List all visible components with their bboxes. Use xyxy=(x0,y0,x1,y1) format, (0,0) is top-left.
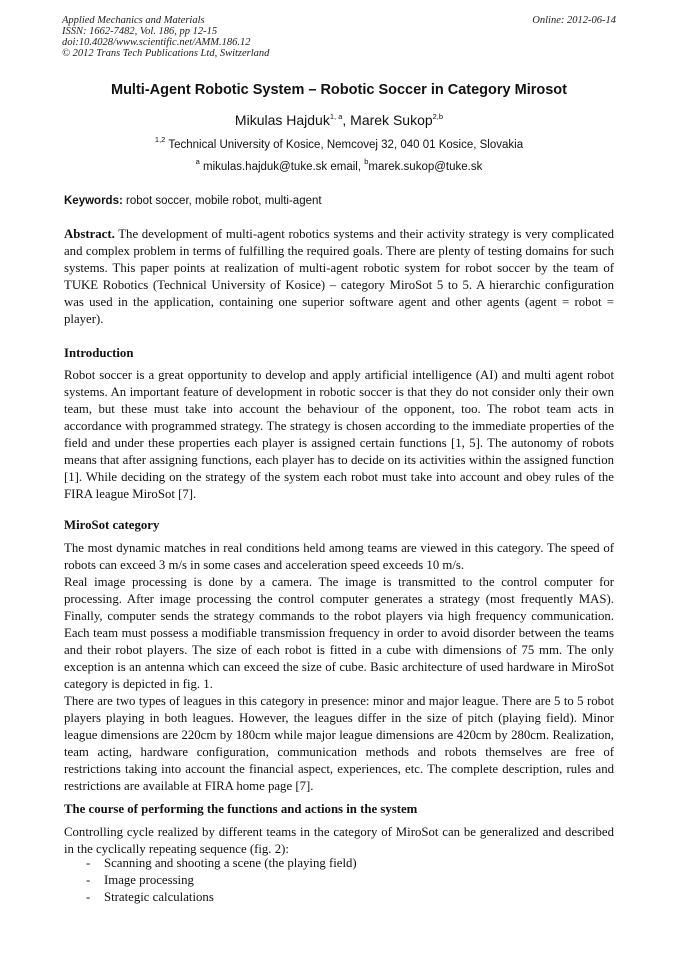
journal-header xyxy=(62,15,616,59)
mirosot-paragraph-3: There are two types of leagues in this category in presence: minor and major league. There are 5 to 5 robot players playing in both leagues. However, the leagues differ in the size of pitch (playing field). Minor league dimensions are 220cm by 180cm while major league dimensions are 420cm by 280cm. Realization, team acting, hardware configuration, communication methods and robots themselves are free of restrictions taking into account the financial aspect, experiences, etc. The complete description, rules and restrictions are available at FIRA home page [7]. xyxy=(64,694,614,793)
affiliation-text: Technical University of Kosice, Nemcovej 32, 040 01 Kosice, Slovakia xyxy=(165,139,524,151)
list-bullet: - xyxy=(86,873,91,887)
list-item-text: Scanning and shooting a scene (the playing field) xyxy=(104,856,357,870)
author-2-sup: 2,b xyxy=(432,112,444,121)
mirosot-heading: MiroSot category xyxy=(64,518,160,532)
author-separator: , xyxy=(342,112,351,128)
list-item-text: Image processing xyxy=(104,873,194,887)
course-heading: The course of performing the functions and actions in the system xyxy=(64,802,418,816)
list-bullet: - xyxy=(86,856,91,870)
copyright-line: © 2012 Trans Tech Publications Ltd, Switzerland xyxy=(62,48,270,59)
course-body xyxy=(64,824,614,858)
abstract-label: Abstract. xyxy=(64,227,115,241)
author-1-sup: 1, a xyxy=(329,112,343,121)
keywords-text: robot soccer, mobile robot, multi-agent xyxy=(122,195,322,207)
list-item xyxy=(86,872,357,889)
introduction-body xyxy=(64,367,614,503)
mirosot-paragraph-1: The most dynamic matches in real conditions held among teams are viewed in this category. The speed of robots can exceed 3 m/s in some cases and acceleration speed exceeds 10 m/s. xyxy=(64,541,614,572)
affiliation-sup: 1,2 xyxy=(154,135,166,144)
course-text: Controlling cycle realized by different teams in the category of MiroSot can be generalized and described in the cyclically repeating sequence (fig. 2): xyxy=(64,825,614,856)
mirosot-paragraph-2: Real image processing is done by a camera. The image is transmitted to the control computer for processing. After image processing the control computer generates a strategy (most frequently MAS). Finally, computer sends the strategy commands to the robot players via high frequency communication. Each team must possess a modifiable transmission frequency in order to avoid disorder between the teams and their robot players. The size of each robot is fitted in a cube with dimensions of 75 mm. The only exception is an antenna which can exceed the size of cube. Basic architecture of used hardware in MiroSot category is depicted in fig. 1. xyxy=(64,575,614,691)
email-line xyxy=(0,157,678,173)
mirosot-body xyxy=(64,540,614,795)
paper-title: Multi-Agent Robotic System – Robotic Soccer in Category Mirosot xyxy=(111,82,567,98)
list-bullet: - xyxy=(86,890,91,904)
author-2-name: Marek Sukop xyxy=(350,112,433,128)
affiliation xyxy=(0,135,678,151)
course-list xyxy=(86,855,357,906)
abstract-text: The development of multi-agent robotics systems and their activity strategy is very complicated and complex problem in terms of fulfilling the required goals. There are plenty of testing domains for such systems. This paper points at realization of multi-agent robotic system for robot soccer by the team of TUKE Robotics (Technical University of Kosice) – category MiroSot 5 to 5. A hierarchic configuration was used in the application, containing one superior software agent and other agents (agent = robot = player). xyxy=(64,227,614,326)
journal-name: Applied Mechanics and Materials xyxy=(62,15,205,26)
list-item-text: Strategic calculations xyxy=(104,890,214,904)
issn-line: ISSN: 1662-7482, Vol. 186, pp 12-15 xyxy=(62,26,218,37)
introduction-heading: Introduction xyxy=(64,346,134,360)
email-a-sup: a xyxy=(195,157,200,166)
email-b: marek.sukop@tuke.sk xyxy=(368,161,483,173)
email-b-sup: b xyxy=(364,157,369,166)
email-a: mikulas.hajduk@tuke.sk email, xyxy=(199,161,365,173)
keywords xyxy=(64,195,322,207)
author-1-name: Mikulas Hajduk xyxy=(234,112,330,128)
abstract xyxy=(64,226,614,328)
list-item xyxy=(86,855,357,872)
list-item xyxy=(86,889,357,906)
introduction-text: Robot soccer is a great opportunity to develop and apply artificial intelligence (AI) and multi agent robot systems. An important feature of development in robotic soccer is that they do not consider only their own team, but these must take into account the behaviour of the opponent, too. The robot team acts in accordance with programmed strategy. The strategy is chosen according to the immediate properties of the field and under these properties each player is assigned certain functions [1, 5]. The autonomy of robots means that after assigning functions, each player has to decide on its activities within the assigned function [1]. While deciding on the strategy of the system each robot must take into account and obey rules of the FIRA league MiroSot [7]. xyxy=(64,368,614,501)
keywords-label: Keywords: xyxy=(64,195,123,207)
doi-line: doi:10.4028/www.scientific.net/AMM.186.12 xyxy=(62,37,251,48)
online-date: Online: 2012-06-14 xyxy=(532,15,616,26)
author-line xyxy=(0,112,678,128)
